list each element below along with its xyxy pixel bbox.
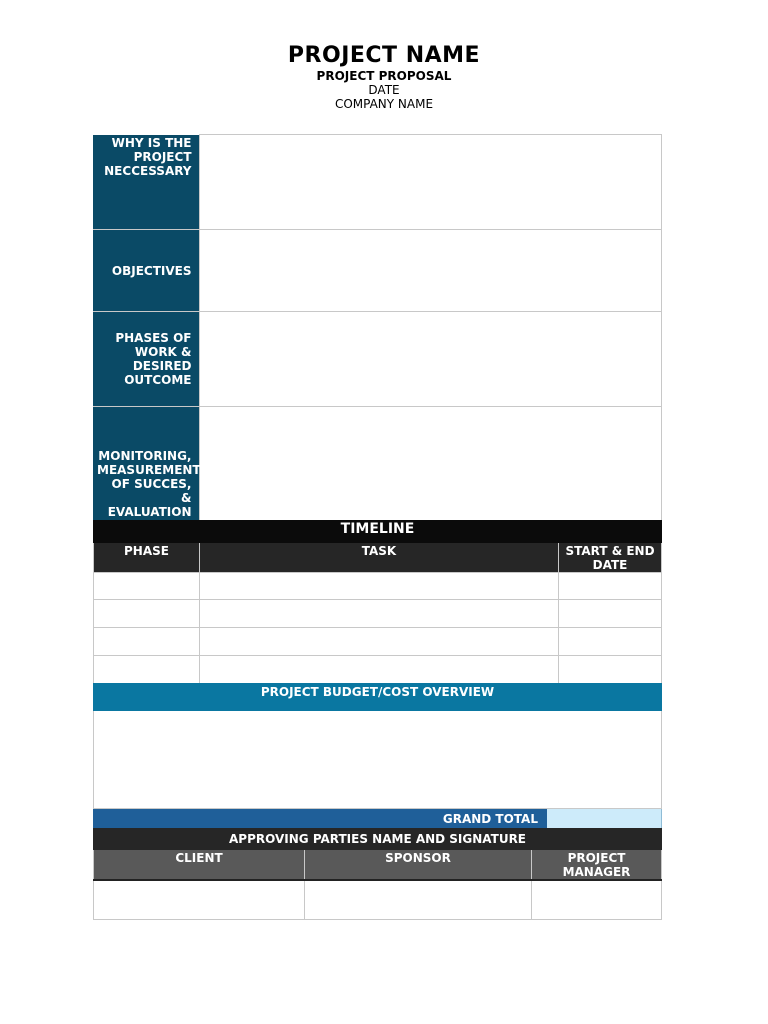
timeline-header-phase: PHASE <box>94 543 200 573</box>
table-row <box>94 600 662 628</box>
timeline-header-task: TASK <box>200 543 559 573</box>
timeline-cell[interactable] <box>559 628 662 656</box>
table-row <box>94 880 662 919</box>
timeline-table <box>93 520 662 684</box>
timeline-header-dates: START & END DATE <box>559 543 662 573</box>
section-label-objectives: OBJECTIVES <box>93 230 199 312</box>
section-label-phases: PHASES OF WORK & DESIRED OUTCOME <box>93 312 199 407</box>
timeline-cell[interactable] <box>200 573 559 600</box>
section-content-objectives[interactable] <box>199 230 661 312</box>
section-row <box>93 407 661 521</box>
timeline-cell[interactable] <box>94 628 200 656</box>
section-row <box>93 230 661 312</box>
timeline-cell[interactable] <box>94 573 200 600</box>
approvals-title: APPROVING PARTIES NAME AND SIGNATURE <box>94 829 662 850</box>
timeline-title: TIMELINE <box>94 521 662 543</box>
approvals-header-manager: PROJECT MANAGER <box>532 850 662 881</box>
section-label-necessity: WHY IS THE PROJECT NECCESSARY <box>93 135 199 230</box>
signature-cell-manager[interactable] <box>532 880 662 919</box>
timeline-cell[interactable] <box>559 656 662 684</box>
grand-total-label: GRAND TOTAL <box>94 809 547 829</box>
date-label: DATE <box>368 83 400 97</box>
project-subtitle: PROJECT PROPOSAL <box>316 69 452 83</box>
section-row <box>93 312 661 407</box>
timeline-cell[interactable] <box>200 628 559 656</box>
section-content-necessity[interactable] <box>199 135 661 230</box>
budget-content[interactable] <box>94 711 662 809</box>
section-content-phases[interactable] <box>199 312 661 407</box>
table-row <box>94 628 662 656</box>
signature-cell-sponsor[interactable] <box>305 880 532 919</box>
section-row <box>93 135 661 230</box>
project-title: PROJECT NAME <box>287 43 481 68</box>
timeline-cell[interactable] <box>559 600 662 628</box>
approvals-header-sponsor: SPONSOR <box>305 850 532 881</box>
proposal-sections-table <box>93 134 662 521</box>
section-content-monitoring[interactable] <box>199 407 661 521</box>
budget-title: PROJECT BUDGET/COST OVERVIEW <box>94 684 662 711</box>
timeline-cell[interactable] <box>200 656 559 684</box>
timeline-cell[interactable] <box>200 600 559 628</box>
timeline-cell[interactable] <box>559 573 662 600</box>
company-name: COMPANY NAME <box>334 97 434 111</box>
approvals-header-client: CLIENT <box>94 850 305 881</box>
table-row <box>94 656 662 684</box>
signature-cell-client[interactable] <box>94 880 305 919</box>
timeline-cell[interactable] <box>94 600 200 628</box>
budget-table <box>93 683 662 829</box>
grand-total-value[interactable] <box>547 809 662 829</box>
section-label-monitoring: MONITORING, MEASUREMENT OF SUCCES, & EVALUATION <box>93 407 199 521</box>
timeline-cell[interactable] <box>94 656 200 684</box>
approvals-table <box>93 828 662 920</box>
table-row <box>94 573 662 600</box>
